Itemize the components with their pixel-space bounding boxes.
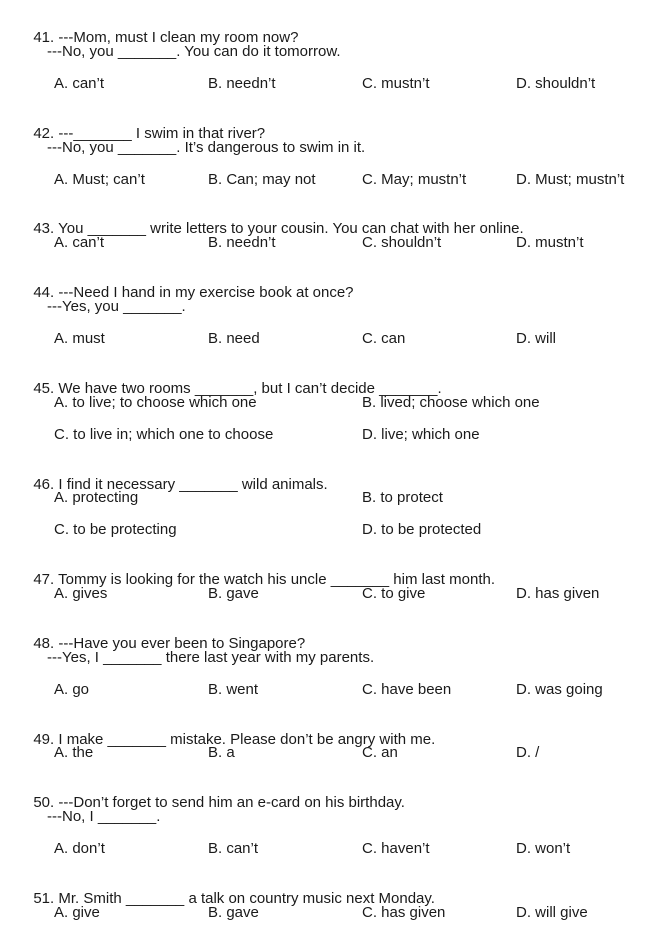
question-43-option-d[interactable]: D. mustn’t [516, 234, 584, 251]
question-47-stem [25, 553, 495, 589]
question-43-stem [25, 202, 524, 238]
question-47-option-d[interactable]: D. has given [516, 585, 600, 602]
question-46-option-d[interactable]: D. to be protected [362, 521, 482, 538]
question-47-option-b[interactable]: B. gave [208, 585, 259, 602]
question-43-option-c[interactable]: C. shouldn’t [362, 234, 442, 251]
question-number: 41. [33, 29, 55, 46]
question-number: 43. [33, 220, 55, 237]
question-48-option-a[interactable]: A. go [54, 681, 90, 698]
question-49-option-c[interactable]: C. an [362, 744, 398, 761]
question-42-stem [25, 107, 265, 143]
question-49-option-a[interactable]: A. the [54, 744, 94, 761]
question-50-stem [25, 776, 405, 812]
question-text: ---Mom, must I clean my room now? [58, 29, 299, 46]
question-41-option-a[interactable]: A. can’t [54, 75, 105, 92]
question-text: You _______ write letters to your cousin. You can chat with her online. [58, 220, 524, 237]
question-text: We have two rooms _______, but I can’t decide _______. [58, 380, 442, 397]
question-number: 45. [33, 380, 55, 397]
question-50-option-d[interactable]: D. won’t [516, 840, 571, 857]
question-50-option-c[interactable]: C. haven’t [362, 840, 430, 857]
question-51-option-b[interactable]: B. gave [208, 904, 259, 921]
question-44-option-b[interactable]: B. need [208, 330, 260, 347]
question-44-option-c[interactable]: C. can [362, 330, 406, 347]
question-42-option-d[interactable]: D. Must; mustn’t [516, 171, 625, 188]
question-45-option-c[interactable]: C. to live in; which one to choose [54, 426, 274, 443]
question-48-option-d[interactable]: D. was going [516, 681, 603, 698]
question-number: 48. [33, 635, 55, 652]
question-44-stem [25, 266, 354, 302]
question-51-option-a[interactable]: A. give [54, 904, 100, 921]
question-49-option-d[interactable]: D. / [516, 744, 540, 761]
question-number: 49. [33, 731, 55, 748]
question-48-stem [25, 617, 305, 653]
question-47-option-c[interactable]: C. to give [362, 585, 426, 602]
question-41-reply: ---No, you _______. You can do it tomorrow. [47, 43, 341, 60]
question-41-option-b[interactable]: B. needn’t [208, 75, 276, 92]
question-number: 50. [33, 794, 55, 811]
question-number: 42. [33, 125, 55, 142]
question-46-option-b[interactable]: B. to protect [362, 489, 443, 506]
question-42-option-b[interactable]: B. Can; may not [208, 171, 316, 188]
question-50-option-b[interactable]: B. can’t [208, 840, 259, 857]
question-42-option-c[interactable]: C. May; mustn’t [362, 171, 467, 188]
question-46-option-a[interactable]: A. protecting [54, 489, 139, 506]
question-41-stem [25, 11, 298, 47]
question-number: 47. [33, 571, 55, 588]
question-45-option-b[interactable]: B. lived; choose which one [362, 394, 540, 411]
question-text: ---Need I hand in my exercise book at once? [58, 284, 354, 301]
question-number: 44. [33, 284, 55, 301]
question-45-stem [25, 362, 442, 398]
question-49-option-b[interactable]: B. a [208, 744, 235, 761]
question-text: I find it necessary _______ wild animals. [58, 476, 328, 493]
question-48-option-c[interactable]: C. have been [362, 681, 452, 698]
question-46-option-c[interactable]: C. to be protecting [54, 521, 177, 538]
question-50-option-a[interactable]: A. don’t [54, 840, 105, 857]
question-43-option-a[interactable]: A. can’t [54, 234, 105, 251]
question-48-reply: ---Yes, I _______ there last year with my parents. [47, 649, 375, 666]
question-51-option-c[interactable]: C. has given [362, 904, 446, 921]
question-41-option-d[interactable]: D. shouldn’t [516, 75, 596, 92]
question-51-stem [25, 872, 435, 908]
question-text: I make _______ mistake. Please don’t be angry with me. [58, 731, 436, 748]
question-text: ---_______ I swim in that river? [58, 125, 266, 142]
question-number: 46. [33, 476, 55, 493]
question-text: ---Don’t forget to send him an e-card on his birthday. [58, 794, 405, 811]
question-48-option-b[interactable]: B. went [208, 681, 259, 698]
question-43-option-b[interactable]: B. needn’t [208, 234, 276, 251]
question-47-option-a[interactable]: A. gives [54, 585, 108, 602]
question-42-option-a[interactable]: A. Must; can’t [54, 171, 145, 188]
question-42-reply: ---No, you _______. It’s dangerous to swim in it. [47, 139, 366, 156]
question-44-reply: ---Yes, you _______. [47, 298, 186, 315]
question-text: Tommy is looking for the watch his uncle _______ him last month. [58, 571, 495, 588]
question-text: ---Have you ever been to Singapore? [58, 635, 306, 652]
question-45-option-a[interactable]: A. to live; to choose which one [54, 394, 257, 411]
question-44-option-d[interactable]: D. will [516, 330, 556, 347]
question-text: Mr. Smith _______ a talk on country music next Monday. [58, 890, 435, 907]
question-number: 51. [33, 890, 55, 907]
question-44-option-a[interactable]: A. must [54, 330, 105, 347]
question-51-option-d[interactable]: D. will give [516, 904, 588, 921]
question-45-option-d[interactable]: D. live; which one [362, 426, 480, 443]
question-50-reply: ---No, I _______. [47, 808, 161, 825]
question-41-option-c[interactable]: C. mustn’t [362, 75, 430, 92]
